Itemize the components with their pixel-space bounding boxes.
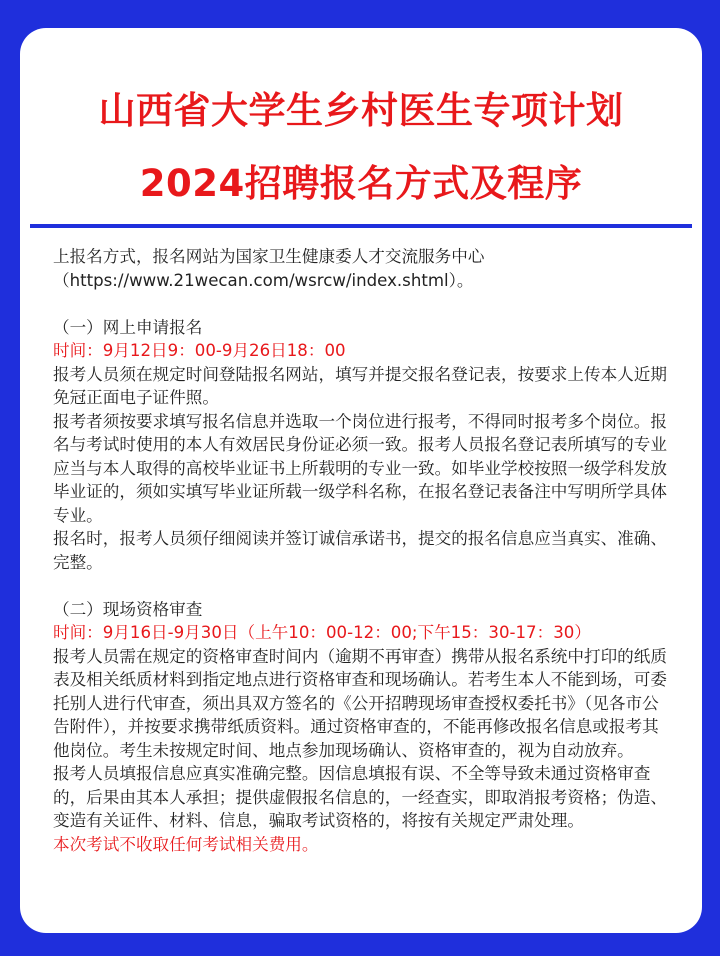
section-1-paragraph: 报考者须按要求填写报名信息并选取一个岗位进行报考，不得同时报考多个岗位。报名与考试时使用的本人有效居民身份证必须一致。报考人员报名登记表所填写的专业应当与本人取得的高校毕业证书上所载明的专业一致。如毕业学校按照一级学科发放毕业证的，须如实填写毕业证所载一级学科名称，在报名登记表备注中写明所学具体专业。 [53,411,667,525]
section-2-paragraph: 报考人员需在规定的资格审查时间内（逾期不再审查）携带从报名系统中打印的纸质表及相关纸质材料到指定地点进行资格审查和现场确认。若考生本人不能到场，可委托别人进行代审查，须出具双方签名的《公开招聘现场审查授权委托书》（见各市公告附件），并按要求携带纸质资料。通过资格审查的，不能再修改报名信息或报考其他岗位。考生未按规定时间、地点参加现场确认、资格审查的，视为自动放弃。 [53,646,667,760]
fee-note: 本次考试不收取任何考试相关费用。 [53,834,319,854]
section-1-time: 时间：9月12日9：00-9月26日18：00 [53,341,346,360]
spacer [53,574,671,598]
title-divider [30,224,692,228]
notice-content [53,245,671,856]
section-2-time: 时间：9月16日-9月30日（上午10：00-12：00;下午15：30-17：30） [53,623,591,642]
notice-card [20,28,702,933]
page-title-line-2: 2024招聘报名方式及程序 [139,162,583,205]
section-2-heading: （二）现场资格审查 [53,599,203,619]
page-title-line-1: 山西省大学生乡村医生专项计划 [98,89,624,132]
section-2-paragraph: 报考人员填报信息应真实准确完整。因信息填报有误、不全等导致未通过资格审查的，后果由其本人承担；提供虚假报名信息的，一经查实，即取消报考资格；伪造、变造有关证件、材料、信息，骗取考试资格的，将按有关规定严肃处理。 [53,764,667,830]
section-1-heading: （一）网上申请报名 [53,317,203,337]
spacer [53,292,671,316]
intro-paragraph: 上报名方式，报名网站为国家卫生健康委人才交流服务中心（https://www.21wecan.com/wsrcw/index.shtml）。 [53,247,485,290]
section-1-paragraph: 报考人员须在规定时间登陆报名网站，填写并提交报名登记表，按要求上传本人近期免冠正面电子证件照。 [53,364,667,407]
section-1-paragraph: 报名时，报考人员须仔细阅读并签订诚信承诺书，提交的报名信息应当真实、准确、完整。 [53,529,667,572]
